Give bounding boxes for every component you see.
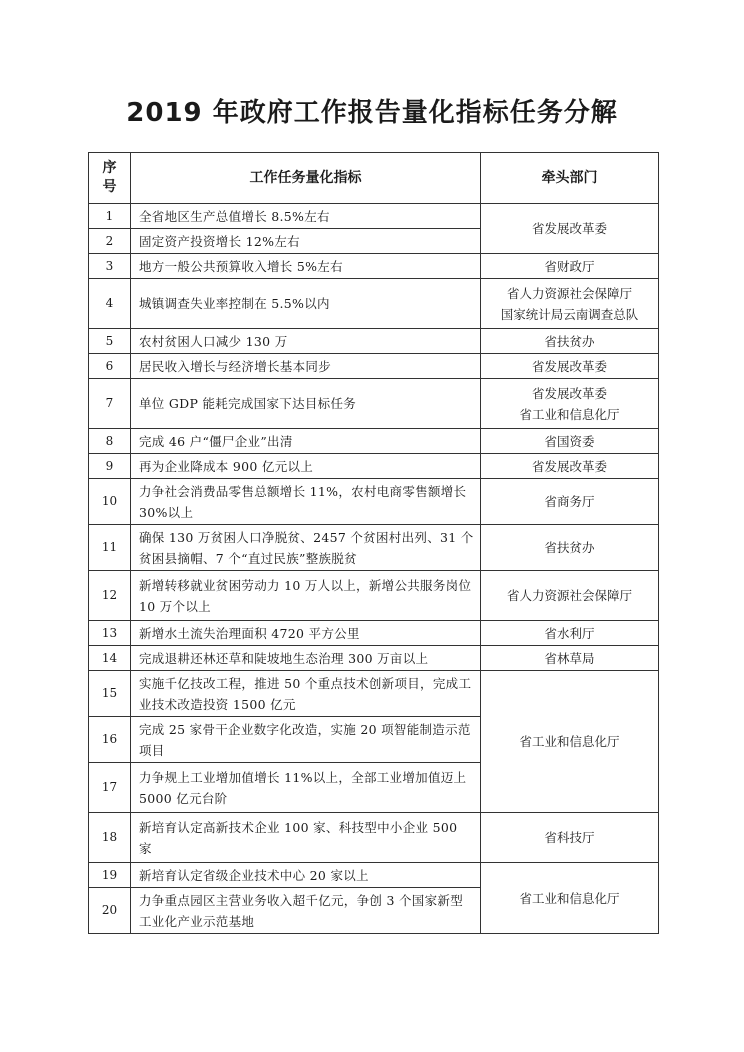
row-task: 全省地区生产总值增长 8.5%左右 — [131, 204, 481, 229]
row-no: 7 — [89, 379, 131, 429]
row-no: 6 — [89, 354, 131, 379]
row-no: 14 — [89, 646, 131, 671]
row-task: 居民收入增长与经济增长基本同步 — [131, 354, 481, 379]
table-row — [89, 454, 659, 479]
row-dept — [481, 279, 659, 329]
row-task: 单位 GDP 能耗完成国家下达目标任务 — [131, 379, 481, 429]
dept-line: 省发展改革委 — [531, 385, 607, 401]
table-row — [89, 525, 659, 571]
row-no: 9 — [89, 454, 131, 479]
dept-line: 省人力资源社会保障厅 — [506, 285, 632, 301]
table-row — [89, 379, 659, 429]
task-table — [88, 152, 659, 934]
row-task: 实施千亿技改工程，推进 50 个重点技术创新项目，完成工业技术改造投资 1500 亿元 — [131, 671, 481, 717]
row-dept: 省科技厅 — [481, 813, 659, 863]
row-task: 新增水土流失治理面积 4720 平方公里 — [131, 621, 481, 646]
header-task: 工作任务量化指标 — [131, 153, 481, 204]
row-no: 20 — [89, 888, 131, 934]
table-row — [89, 571, 659, 621]
table-row — [89, 621, 659, 646]
table-row — [89, 254, 659, 279]
row-no: 3 — [89, 254, 131, 279]
row-dept: 省国资委 — [481, 429, 659, 454]
row-no: 4 — [89, 279, 131, 329]
row-task: 城镇调查失业率控制在 5.5%以内 — [131, 279, 481, 329]
row-no: 19 — [89, 863, 131, 888]
row-dept: 省商务厅 — [481, 479, 659, 525]
row-dept: 省发展改革委 — [481, 354, 659, 379]
row-no: 15 — [89, 671, 131, 717]
row-dept: 省水利厅 — [481, 621, 659, 646]
table-row — [89, 429, 659, 454]
row-no: 11 — [89, 525, 131, 571]
table-row — [89, 863, 659, 888]
row-dept: 省发展改革委 — [481, 454, 659, 479]
row-task: 完成退耕还林还草和陡坡地生态治理 300 万亩以上 — [131, 646, 481, 671]
table-row — [89, 354, 659, 379]
row-task: 完成 46 户“僵尸企业”出清 — [131, 429, 481, 454]
row-no: 1 — [89, 204, 131, 229]
row-no: 12 — [89, 571, 131, 621]
header-no: 序号 — [89, 153, 131, 204]
row-dept: 省扶贫办 — [481, 525, 659, 571]
table-header-row — [89, 153, 659, 204]
row-no: 10 — [89, 479, 131, 525]
dept-line: 国家统计局云南调查总队 — [500, 306, 639, 322]
row-task: 新培育认定高新技术企业 100 家、科技型中小企业 500 家 — [131, 813, 481, 863]
row-task: 力争重点园区主营业务收入超千亿元，争创 3 个国家新型工业化产业示范基地 — [131, 888, 481, 934]
row-dept: 省林草局 — [481, 646, 659, 671]
row-no: 18 — [89, 813, 131, 863]
row-task: 完成 25 家骨干企业数字化改造，实施 20 项智能制造示范项目 — [131, 717, 481, 763]
row-task: 新增转移就业贫困劳动力 10 万人以上，新增公共服务岗位 10 万个以上 — [131, 571, 481, 621]
row-task: 农村贫困人口减少 130 万 — [131, 329, 481, 354]
row-no: 5 — [89, 329, 131, 354]
row-no: 16 — [89, 717, 131, 763]
dept-line: 省工业和信息化厅 — [519, 406, 620, 422]
row-no: 2 — [89, 229, 131, 254]
row-task: 新培育认定省级企业技术中心 20 家以上 — [131, 863, 481, 888]
row-task: 再为企业降成本 900 亿元以上 — [131, 454, 481, 479]
row-no: 8 — [89, 429, 131, 454]
row-task: 力争社会消费品零售总额增长 11%，农村电商零售额增长 30%以上 — [131, 479, 481, 525]
row-no: 17 — [89, 763, 131, 813]
row-dept: 省工业和信息化厅 — [481, 671, 659, 813]
row-dept: 省扶贫办 — [481, 329, 659, 354]
row-dept: 省工业和信息化厅 — [481, 863, 659, 934]
row-task: 确保 130 万贫困人口净脱贫、2457 个贫困村出列、31 个贫困县摘帽、7 个“直过民族”整族脱贫 — [131, 525, 481, 571]
row-task: 地方一般公共预算收入增长 5%左右 — [131, 254, 481, 279]
table-row — [89, 813, 659, 863]
header-dept: 牵头部门 — [481, 153, 659, 204]
table-row — [89, 479, 659, 525]
row-dept — [481, 379, 659, 429]
row-dept: 省人力资源社会保障厅 — [481, 571, 659, 621]
row-task: 固定资产投资增长 12%左右 — [131, 229, 481, 254]
row-no: 13 — [89, 621, 131, 646]
table-row — [89, 329, 659, 354]
table-row — [89, 279, 659, 329]
row-dept: 省财政厅 — [481, 254, 659, 279]
page-title: 2019 年政府工作报告量化指标任务分解 — [126, 98, 618, 128]
row-task: 力争规上工业增加值增长 11%以上，全部工业增加值迈上 5000 亿元台阶 — [131, 763, 481, 813]
table-row — [89, 204, 659, 229]
table-row — [89, 646, 659, 671]
table-row — [89, 671, 659, 717]
row-dept: 省发展改革委 — [481, 204, 659, 254]
